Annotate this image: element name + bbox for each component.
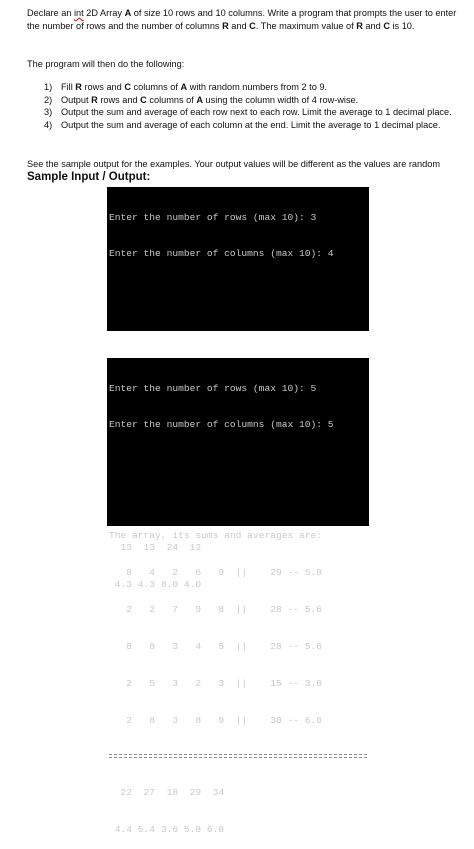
sample-note: See the sample output for the examples. Your output values will be different as the values are random: [27, 159, 441, 169]
list-item: [44, 119, 464, 132]
step-bold: C: [124, 82, 131, 92]
intro-text: Declare an: [27, 8, 74, 18]
list-item: [44, 106, 464, 119]
console-line: 8 4 2 6 9 || 29 -- 5.8: [109, 567, 323, 579]
cols-var: C: [383, 20, 390, 31]
console-line: [109, 493, 367, 505]
step-text: Fill: [61, 82, 76, 92]
console-line: Enter the number of rows (max 10): 3: [109, 211, 317, 223]
steps-heading: The program will then do the following:: [27, 59, 185, 69]
cols-var: C: [249, 20, 256, 31]
sample-io-heading: Sample Input / Output:: [27, 171, 151, 183]
step-text: rows and: [97, 94, 141, 105]
step-text: with random numbers from 2 to 9.: [187, 82, 328, 92]
console-line: 2 8 3 8 9 || 30 -- 6.0: [109, 714, 323, 726]
console-line: 2 5 3 2 3 || 15 -- 3.0: [109, 677, 323, 689]
intro-text: and: [362, 20, 384, 31]
list-item: [44, 81, 464, 94]
step-bold: R: [91, 94, 98, 105]
step-text: columns of: [146, 94, 197, 105]
list-number: 4): [44, 119, 53, 130]
array-name: A: [124, 8, 132, 18]
problem-description: [27, 7, 457, 32]
console-line: [109, 285, 367, 297]
step-bold: A: [196, 94, 203, 105]
step-text: columns of: [130, 82, 181, 92]
intro-text: is 10.: [389, 20, 415, 31]
step-text: using the column width of 4 row-wise.: [202, 94, 359, 105]
console-line: 8 8 3 4 5 || 28 -- 5.6: [109, 640, 323, 652]
console-line: Enter the number of rows (max 10): 5: [109, 382, 317, 394]
rows-var: R: [356, 20, 363, 31]
console-line: [109, 456, 367, 468]
console-line: 22 27 18 29 34: [109, 787, 225, 799]
list-number: 1): [44, 82, 53, 92]
step-text: Output the sum and average of each column at the end. Limit the average to 1 decimal place.: [61, 119, 441, 130]
step-text: Output: [61, 94, 92, 105]
list-number: 3): [44, 107, 53, 117]
list-number: 2): [44, 94, 53, 105]
int-keyword: int: [73, 8, 84, 18]
console-line: 2 2 7 9 8 || 28 -- 5.6: [109, 603, 323, 615]
console-line: 4.3 4.3 8.0 4.0: [109, 579, 202, 591]
step-bold: R: [75, 82, 82, 92]
step-text: rows and: [81, 82, 125, 92]
console-line: [109, 322, 367, 334]
intro-text: . The maximum value of: [255, 20, 357, 31]
intro-text: 2D Array: [83, 8, 125, 18]
console-line: Enter the number of columns (max 10): 5: [109, 419, 334, 431]
rows-var: R: [222, 20, 229, 31]
intro-text: and: [228, 20, 250, 31]
step-bold: C: [140, 94, 147, 105]
intro-text: of size 10 rows and 10 columns. Write a program that prompts the user to enter the number of rows and the number of columns: [27, 8, 457, 31]
steps-list: [44, 81, 464, 131]
console-line: 13 13 24 12: [109, 542, 202, 554]
console-line: Enter the number of columns (max 10): 4: [109, 248, 334, 260]
list-item: [44, 94, 464, 107]
step-bold: A: [180, 82, 188, 92]
console-line: The array, its sums and averages are:: [109, 530, 323, 542]
console-line: 4.4 5.4 3.6 5.8 6.8: [109, 823, 225, 835]
step-text: Output the sum and average of each row next to each row. Limit the average to 1 decimal place.: [61, 107, 452, 117]
console-divider: [109, 754, 367, 758]
